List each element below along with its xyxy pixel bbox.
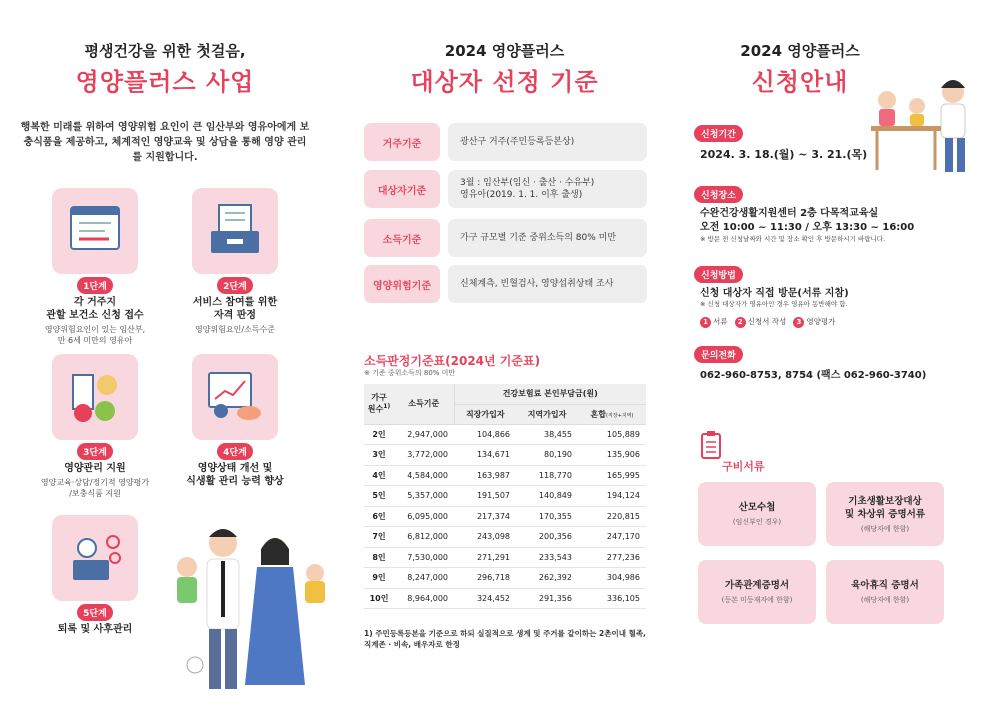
table-cell-mixed: 220,815 <box>578 506 646 527</box>
required-doc-title: 기초생활보장대상 및 차상위 증명서류 <box>844 495 926 520</box>
header-mixed-label: 혼합 <box>590 409 607 419</box>
step-2-badge: 2단계 <box>217 277 253 294</box>
table-cell-region: 262,392 <box>516 568 578 589</box>
table-cell-region: 118,770 <box>516 465 578 486</box>
method-note: ※ 신청 대상자가 영유아인 경우 영유아 동반해야 함. <box>700 300 848 308</box>
step-4-title: 영양상태 개선 및 식생활 관리 능력 향상 <box>186 463 284 487</box>
table-row <box>364 568 646 589</box>
step-5-tile <box>52 515 138 601</box>
step-1 <box>25 188 165 346</box>
table-row <box>364 506 646 527</box>
required-docs-title: 구비서류 <box>722 460 765 473</box>
table-cell-work: 163,987 <box>454 465 516 486</box>
step-3 <box>25 354 165 499</box>
table-cell-work: 134,671 <box>454 445 516 466</box>
table-row <box>364 465 646 486</box>
step-1-tile <box>52 188 138 274</box>
income-table-title: 소득판정기준표(2024년 기준표) <box>364 354 541 368</box>
table-footnote: 1) 주민등록등본을 기준으로 하되 실질적으로 생계 및 주거를 같이하는 2촌이내 혈족, 직계존 · 비속, 배우자로 한정 <box>364 629 646 649</box>
criteria-line: 광산구 거주(주민등록등본상) <box>460 137 575 147</box>
step-5-title: 퇴록 및 사후관리 <box>57 624 133 635</box>
criteria-label: 영양위험기준 <box>364 265 440 303</box>
header-mixed <box>578 404 646 424</box>
intro-title: 영양플러스 사업 <box>75 68 255 96</box>
criteria-line: 신체계측, 빈혈검사, 영양섭취상태 조사 <box>460 279 614 289</box>
header-income: 소득기준 <box>394 384 454 424</box>
table-cell-work: 217,374 <box>454 506 516 527</box>
growth-chart-icon <box>205 367 265 427</box>
criteria-column <box>352 0 657 713</box>
place-value: 수완건강생활지원센터 2층 다목적교육실 <box>700 208 879 219</box>
table-cell-mixed: 194,124 <box>578 486 646 507</box>
table-cell-mixed: 277,236 <box>578 547 646 568</box>
criteria-residence <box>364 123 647 161</box>
step-4-badge: 4단계 <box>217 443 253 460</box>
period-value: 2024. 3. 18.(월) ~ 3. 21.(목) <box>700 148 868 161</box>
method-label: 신청방법 <box>694 266 743 283</box>
table-cell-work: 191,507 <box>454 486 516 507</box>
required-doc-title: 산모수첩 <box>738 502 776 513</box>
family-meal-illustration <box>865 70 980 180</box>
method-step-number: 3 <box>793 317 804 328</box>
table-cell-n: 4인 <box>364 465 394 486</box>
criteria-line: 3월 : 임산부(임신 · 출산 · 수유부) <box>460 178 595 188</box>
table-cell-work: 296,718 <box>454 568 516 589</box>
table-cell-income: 2,947,000 <box>394 424 454 445</box>
step-3-desc: 영양교육·상담/정기적 영양평가 /보충식품 지원 <box>40 478 150 498</box>
table-cell-income: 3,772,000 <box>394 445 454 466</box>
criteria-line: 영유아(2019. 1. 1. 이후 출생) <box>460 190 583 200</box>
contact-value: 062-960-8753, 8754 (팩스 062-960-3740) <box>700 370 927 381</box>
method-step-text: 서류 <box>713 317 728 326</box>
header-work: 직장가입자 <box>454 404 516 424</box>
step-1-title: 각 거주지 관할 보건소 신청 접수 <box>46 297 144 321</box>
application-form-icon <box>65 201 125 261</box>
criteria-subtitle: 2024 영양플러스 <box>444 42 565 60</box>
step-2-title: 서비스 참여를 위한 자격 판정 <box>192 297 278 321</box>
criteria-label: 대상자기준 <box>364 170 440 208</box>
table-cell-n: 9인 <box>364 568 394 589</box>
step-5 <box>25 515 165 636</box>
step-3-tile <box>52 354 138 440</box>
table-cell-mixed: 304,986 <box>578 568 646 589</box>
nutrition-food-icon <box>65 367 125 427</box>
intro-text: 행복한 미래를 위하여 영양위험 요인이 큰 임산부와 영유아에게 보충식품을 제공하고, 체계적인 영양교육 및 상담을 통해 영양 관리를 지원합니다. <box>20 122 310 163</box>
table-cell-n: 7인 <box>364 527 394 548</box>
table-cell-region: 140,849 <box>516 486 578 507</box>
required-doc <box>698 560 816 624</box>
required-doc-title: 육아휴직 증명서 <box>851 580 919 591</box>
consultant-laptop-icon <box>65 528 125 588</box>
table-cell-region: 233,543 <box>516 547 578 568</box>
step-4-tile <box>192 354 278 440</box>
table-cell-n: 2인 <box>364 424 394 445</box>
step-4 <box>165 354 305 488</box>
step-3-title: 영양관리 지원 <box>64 463 126 474</box>
required-doc-desc: (해당자에 한함) <box>860 596 910 604</box>
table-row <box>364 445 646 466</box>
criteria-line: 가구 규모별 기준 중위소득의 80% 미만 <box>460 233 617 243</box>
table-cell-work: 324,452 <box>454 588 516 609</box>
table-cell-work: 271,291 <box>454 547 516 568</box>
required-doc-desc: (해당자에 한함) <box>860 524 910 533</box>
header-mixed-sub: (직장+지역) <box>606 412 634 419</box>
table-cell-region: 38,455 <box>516 424 578 445</box>
table-cell-income: 8,247,000 <box>394 568 454 589</box>
document-tray-icon <box>205 201 265 261</box>
criteria-title: 대상자 선정 기준 <box>410 68 599 96</box>
method-steps <box>700 316 835 328</box>
header-household <box>364 384 394 424</box>
criteria-target <box>364 170 647 208</box>
method-step-number: 2 <box>735 317 746 328</box>
step-3-badge: 3단계 <box>77 443 113 460</box>
step-2-tile <box>192 188 278 274</box>
period-label: 신청기간 <box>694 125 743 142</box>
table-cell-mixed: 135,906 <box>578 445 646 466</box>
table-cell-region: 200,356 <box>516 527 578 548</box>
table-cell-n: 10인 <box>364 588 394 609</box>
table-cell-income: 6,812,000 <box>394 527 454 548</box>
method-step-number: 1 <box>700 317 711 328</box>
intro-column <box>0 0 330 713</box>
criteria-value <box>448 265 647 303</box>
required-doc <box>826 560 944 624</box>
criteria-label: 거주기준 <box>364 123 440 161</box>
criteria-value <box>448 170 647 208</box>
intro-subtitle: 평생건강을 위한 첫걸음, <box>84 42 246 60</box>
table-cell-income: 7,530,000 <box>394 547 454 568</box>
table-cell-mixed: 165,995 <box>578 465 646 486</box>
table-row <box>364 527 646 548</box>
step-1-badge: 1단계 <box>77 277 113 294</box>
required-doc-desc: (임신부인 경우) <box>732 518 782 526</box>
table-cell-work: 243,098 <box>454 527 516 548</box>
header-region: 지역가입자 <box>516 404 578 424</box>
place-hours: 오전 10:00 ~ 11:30 / 오후 13:30 ~ 16:00 <box>700 222 915 233</box>
step-1-desc: 영양위험요인이 있는 임산부, 만 6세 미만의 영유아 <box>44 325 146 345</box>
table-cell-mixed: 247,170 <box>578 527 646 548</box>
method-step-text: 영양평가 <box>806 317 836 326</box>
place-label: 신청장소 <box>694 186 743 203</box>
table-cell-region: 80,190 <box>516 445 578 466</box>
application-column <box>680 0 983 713</box>
criteria-nutrition-risk <box>364 265 647 303</box>
table-cell-work: 104,866 <box>454 424 516 445</box>
income-table-note: ※ 기준 중위소득의 80% 미만 <box>364 369 456 377</box>
table-cell-income: 8,964,000 <box>394 588 454 609</box>
required-doc-title: 가족관계증명서 <box>724 580 790 591</box>
criteria-income <box>364 219 647 257</box>
table-cell-region: 170,355 <box>516 506 578 527</box>
table-cell-income: 4,584,000 <box>394 465 454 486</box>
table-cell-region: 291,356 <box>516 588 578 609</box>
table-cell-n: 5인 <box>364 486 394 507</box>
step-2 <box>165 188 305 335</box>
criteria-label: 소득기준 <box>364 219 440 257</box>
family-illustration <box>165 515 335 700</box>
criteria-value <box>448 123 647 161</box>
method-step-text: 신청서 작성 <box>747 317 787 326</box>
table-row <box>364 486 646 507</box>
table-cell-n: 6인 <box>364 506 394 527</box>
method-value: 신청 대상자 직접 방문(서류 지참) <box>700 288 849 299</box>
table-cell-income: 5,357,000 <box>394 486 454 507</box>
clipboard-icon <box>700 430 722 460</box>
header-household-sup: 1) <box>383 403 391 411</box>
required-doc <box>826 482 944 546</box>
application-title: 신청안내 <box>751 68 849 96</box>
table-cell-mixed: 105,889 <box>578 424 646 445</box>
table-cell-mixed: 336,105 <box>578 588 646 609</box>
header-insurance-group: 건강보험료 본인부담금(원) <box>454 384 646 404</box>
criteria-value <box>448 219 647 257</box>
table-row <box>364 588 646 609</box>
step-5-badge: 5단계 <box>77 604 113 621</box>
table-cell-income: 6,095,000 <box>394 506 454 527</box>
contact-label: 문의전화 <box>694 346 743 363</box>
table-cell-n: 8인 <box>364 547 394 568</box>
table-row <box>364 547 646 568</box>
place-note: ※ 방문 전 신청날짜와 시간 및 장소 확인 후 방문하시기 바랍니다. <box>700 235 886 243</box>
table-cell-n: 3인 <box>364 445 394 466</box>
required-doc-desc: (등본 미등재자에 한함) <box>721 596 793 604</box>
header-household-label: 가구 원수 <box>367 393 387 415</box>
required-doc <box>698 482 816 546</box>
application-subtitle: 2024 영양플러스 <box>740 42 860 60</box>
table-row <box>364 424 646 445</box>
income-table <box>364 384 646 609</box>
step-2-desc: 영양위험요인/소득수준 <box>195 325 275 334</box>
